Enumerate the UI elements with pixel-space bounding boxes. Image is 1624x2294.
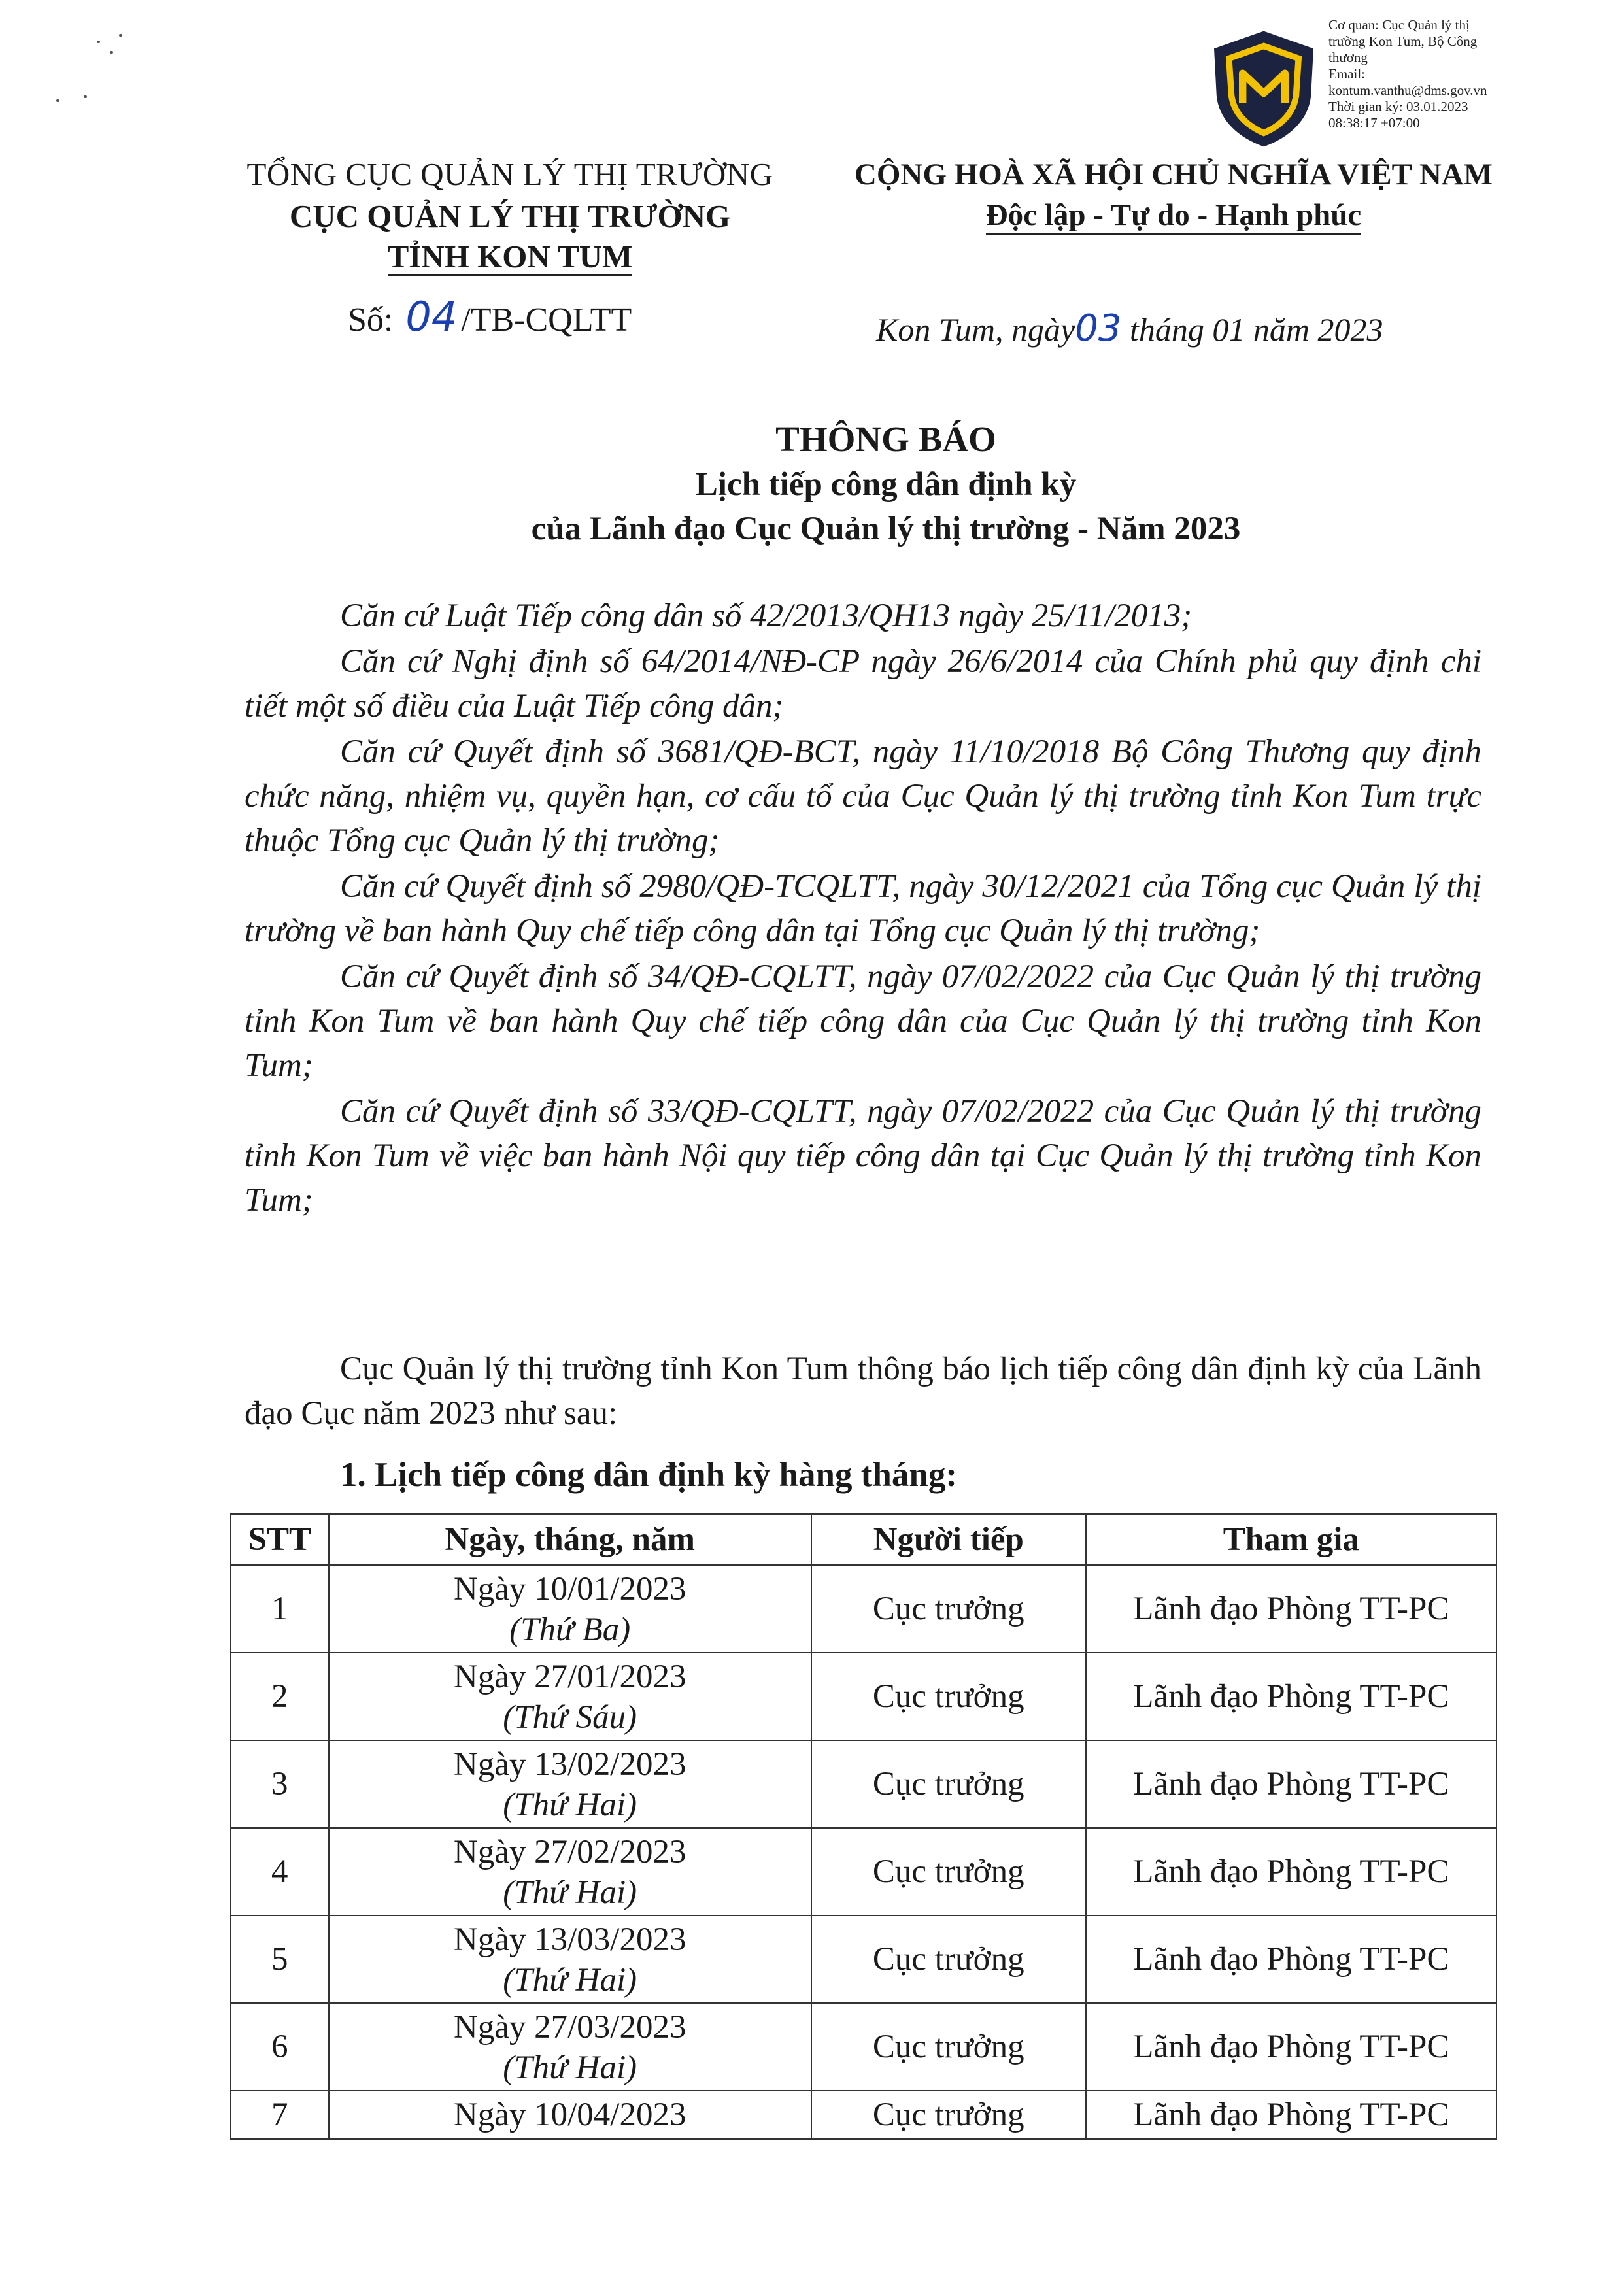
cell-receiver: Cục trưởng <box>811 1828 1086 1915</box>
number-prefix: Số: <box>348 301 394 339</box>
table-row <box>231 1740 1497 1828</box>
legal-basis-item: Căn cứ Nghị định số 64/2014/NĐ-CP ngày 26/6/2014 của Chính phủ quy định chi tiết một số điều của Luật Tiếp công dân; <box>245 643 1481 724</box>
weekday-text: (Thứ Hai) <box>503 2049 637 2086</box>
cell-participants: Lãnh đạo Phòng TT-PC <box>1086 1828 1497 1915</box>
signature-line: Thời gian ký: 03.01.2023 <box>1328 99 1468 114</box>
cell-participants: Lãnh đạo Phòng TT-PC <box>1086 2003 1497 2091</box>
cell-receiver: Cục trưởng <box>811 2003 1086 2091</box>
cell-participants: Lãnh đạo Phòng TT-PC <box>1086 2091 1497 2139</box>
weekday-text: (Thứ Ba) <box>509 1611 631 1648</box>
cell-participants: Lãnh đạo Phòng TT-PC <box>1086 1740 1497 1828</box>
table-header-row <box>231 1514 1497 1565</box>
document-subtitle: của Lãnh đạo Cục Quản lý thị trường - Năm 2023 <box>531 511 1241 547</box>
cell-stt: 1 <box>231 1565 329 1653</box>
cell-participants: Lãnh đạo Phòng TT-PC <box>1086 1565 1497 1653</box>
number-suffix: /TB-CQLTT <box>461 301 632 339</box>
cell-participants: Lãnh đạo Phòng TT-PC <box>1086 1915 1497 2003</box>
digital-signature-shield-icon <box>1202 26 1326 150</box>
parent-organization: TỔNG CỤC QUẢN LÝ THỊ TRƯỜNG <box>246 156 773 192</box>
weekday-text: (Thứ Hai) <box>503 1787 637 1823</box>
digital-signature-info <box>1328 17 1610 131</box>
cell-stt: 5 <box>231 1915 329 2003</box>
document-date <box>876 307 1383 350</box>
cell-date <box>329 1828 811 1915</box>
date-text: Ngày 13/03/2023 <box>453 1921 686 1958</box>
cell-date <box>329 1740 811 1828</box>
date-text: Ngày 27/02/2023 <box>453 1834 686 1870</box>
legal-basis-item: Căn cứ Quyết định số 33/QĐ-CQLTT, ngày 07/02/2022 của Cục Quản lý thị trường tỉnh Kon Tum về việc ban hành Nội quy tiếp công dân tại Cục Quản lý thị trường tỉnh Kon Tum; <box>245 1093 1481 1219</box>
date-text: Ngày 13/02/2023 <box>453 1746 686 1783</box>
organization-name: CỤC QUẢN LÝ THỊ TRƯỜNG <box>289 198 731 234</box>
document-number <box>348 293 632 341</box>
signature-line: thương <box>1328 50 1368 65</box>
cell-receiver: Cục trưởng <box>811 1565 1086 1653</box>
handwritten-day: 03 <box>1075 307 1122 350</box>
legal-basis-list <box>245 594 1481 1223</box>
national-motto-text: Độc lập - Tự do - Hạnh phúc <box>986 197 1362 235</box>
legal-basis-item: Căn cứ Quyết định số 34/QĐ-CQLTT, ngày 07/02/2022 của Cục Quản lý thị trường tỉnh Kon Tum về ban hành Quy chế tiếp công dân của Cục Quản lý thị trường tỉnh Kon Tum; <box>245 958 1481 1084</box>
section-heading: 1. Lịch tiếp công dân định kỳ hàng tháng: <box>340 1456 957 1494</box>
organization-province-text: TỈNH KON TUM <box>387 239 633 275</box>
cell-receiver: Cục trưởng <box>811 1653 1086 1740</box>
cell-date <box>329 1915 811 2003</box>
table-row <box>231 1915 1497 2003</box>
cell-receiver: Cục trưởng <box>811 1915 1086 2003</box>
date-suffix: tháng 01 năm 2023 <box>1121 311 1383 348</box>
header-participants: Tham gia <box>1086 1514 1497 1565</box>
cell-stt: 7 <box>231 2091 329 2139</box>
cell-stt: 2 <box>231 1653 329 1740</box>
table-row <box>231 1828 1497 1915</box>
weekday-text: (Thứ Sáu) <box>503 1699 637 1736</box>
cell-stt: 4 <box>231 1828 329 1915</box>
signature-line: Email: <box>1328 66 1365 82</box>
cell-date <box>329 2003 811 2091</box>
cell-participants: Lãnh đạo Phòng TT-PC <box>1086 1653 1497 1740</box>
date-text: Ngày 27/01/2023 <box>453 1659 686 1695</box>
cell-receiver: Cục trưởng <box>811 1740 1086 1828</box>
document-title: THÔNG BÁO <box>775 419 996 459</box>
table-row <box>231 2003 1497 2091</box>
header-receiver: Người tiếp <box>811 1514 1086 1565</box>
handwritten-number: 04 <box>405 293 458 341</box>
weekday-text: (Thứ Hai) <box>503 1874 637 1911</box>
signature-line: Cơ quan: Cục Quản lý thị <box>1328 17 1470 33</box>
cell-date <box>329 1565 811 1653</box>
header-stt: STT <box>231 1514 329 1565</box>
signature-email: kontum.vanthu@dms.gov.vn <box>1328 82 1487 98</box>
signature-line: 08:38:17 +07:00 <box>1328 115 1420 131</box>
table-row <box>231 2091 1497 2139</box>
date-prefix: Kon Tum, ngày <box>876 311 1075 348</box>
date-text: Ngày 10/04/2023 <box>453 2097 686 2133</box>
table-row <box>231 1653 1497 1740</box>
intro-paragraph: Cục Quản lý thị trường tỉnh Kon Tum thông báo lịch tiếp công dân định kỳ của Lãnh đạo Cục năm 2023 như sau: <box>245 1351 1481 1432</box>
table-row <box>231 1565 1497 1653</box>
cell-stt: 3 <box>231 1740 329 1828</box>
header-date: Ngày, tháng, năm <box>329 1514 811 1565</box>
legal-basis-item: Căn cứ Luật Tiếp công dân số 42/2013/QH13 ngày 25/11/2013; <box>340 598 1193 634</box>
date-text: Ngày 10/01/2023 <box>453 1571 686 1608</box>
schedule-table <box>230 1513 1497 2140</box>
cell-date <box>329 1653 811 1740</box>
cell-stt: 6 <box>231 2003 329 2091</box>
national-motto <box>811 195 1536 235</box>
weekday-text: (Thứ Hai) <box>503 1962 637 1999</box>
cell-receiver: Cục trưởng <box>811 2091 1086 2139</box>
national-title: CỘNG HOÀ XÃ HỘI CHỦ NGHĨA VIỆT NAM <box>854 158 1493 192</box>
legal-basis-item: Căn cứ Quyết định số 3681/QĐ-BCT, ngày 11/10/2018 Bộ Công Thương quy định chức năng, nhiệm vụ, quyền hạn, cơ cấu tổ của Cục Quản lý thị trường tỉnh Kon Tum trực thuộc Tổng cục Quản lý thị trường; <box>245 734 1481 859</box>
organization-province <box>196 237 824 277</box>
legal-basis-item: Căn cứ Quyết định số 2980/QĐ-TCQLTT, ngày 30/12/2021 của Tổng cục Quản lý thị trường về ban hành Quy chế tiếp công dân tại Tổng cục Quản lý thị trường; <box>245 868 1481 949</box>
cell-date <box>329 2091 811 2139</box>
document-subtitle: Lịch tiếp công dân định kỳ <box>695 466 1077 503</box>
signature-line: trường Kon Tum, Bộ Công <box>1328 33 1478 49</box>
date-text: Ngày 27/03/2023 <box>453 2009 686 2046</box>
